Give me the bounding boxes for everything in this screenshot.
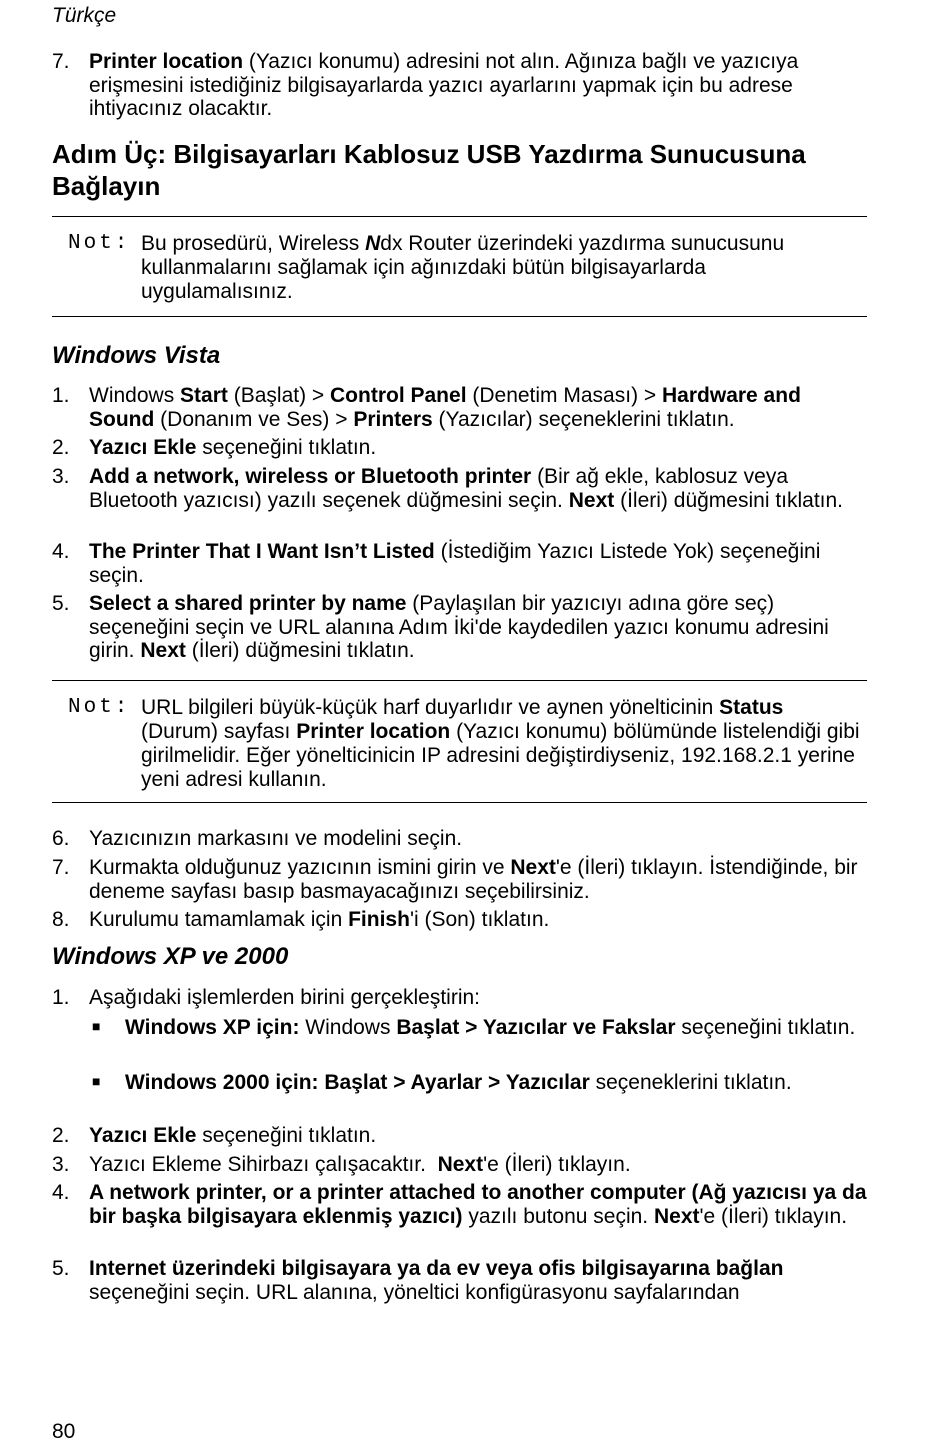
list-item — [52, 1181, 872, 1228]
item-number: 1. — [52, 384, 70, 407]
list-item — [52, 540, 872, 587]
list-item — [52, 1153, 872, 1177]
language-header: Türkçe — [52, 4, 117, 27]
bullet-item — [52, 1016, 872, 1040]
item-text: Yazıcı Ekle seçeneğini tıklatın. — [89, 1124, 377, 1147]
item-text: Add a network, wireless or Bluetooth printer (Bir ağ ekle, kablosuz veya Bluetooth yazıcısı) yazılı seçenek düğmesini seçin. Next (İleri) düğmesini tıklatın. — [89, 465, 844, 512]
divider — [52, 316, 867, 317]
list-item — [52, 856, 872, 903]
item-number: 4. — [52, 540, 70, 563]
list-item — [52, 908, 872, 932]
divider — [52, 802, 867, 803]
subsection-heading-xp: Windows XP ve 2000 — [52, 943, 289, 970]
item-text: Internet üzerindeki bilgisayara ya da ev veya ofis bilgisayarına bağlan seçeneğini seçin. URL alanına, yöneltici konfigürasyonu sayfalarından — [89, 1257, 784, 1304]
page-number: 80 — [52, 1420, 76, 1443]
item-text: Yazıcı Ekleme Sihirbazı çalışacaktır. Next'e (İleri) tıklayın. — [89, 1153, 631, 1176]
bullet-item — [52, 1071, 872, 1095]
item-text: The Printer That I Want Isn’t Listed (İstediğim Yazıcı Listede Yok) seçeneğini seçin. — [89, 540, 821, 587]
item-number: 1. — [52, 986, 70, 1009]
item-number: 5. — [52, 592, 70, 615]
item-number: 5. — [52, 1257, 70, 1280]
list-item — [52, 827, 872, 851]
item-number: 8. — [52, 908, 70, 931]
list-item — [52, 1124, 872, 1148]
item-number: 2. — [52, 1124, 70, 1147]
divider — [52, 680, 867, 681]
item-text: Windows XP için: Windows Başlat > Yazıcılar ve Fakslar seçeneğini tıklatın. — [125, 1016, 856, 1039]
note-text: Bu prosedürü, Wireless Ndx Router üzerindeki yazdırma sunucusunu kullanmalarını sağlamak için ağınızdaki bütün bilgisayarlarda uygulamalısınız. — [141, 232, 785, 303]
item-number: 6. — [52, 827, 70, 850]
item-text: Kurmakta olduğunuz yazıcının ismini girin ve Next'e (İleri) tıklayın. İstendiğinde, bir deneme sayfası basıp basmayacağınızı seçebilirsiniz. — [89, 856, 858, 903]
item-text: Aşağıdaki işlemlerden birini gerçekleştirin: — [89, 986, 481, 1009]
item-number: 3. — [52, 1153, 70, 1176]
item-text: Kurulumu tamamlamak için Finish'i (Son) tıklatın. — [89, 908, 550, 931]
item-number: 7. — [52, 50, 70, 73]
list-item — [52, 465, 872, 512]
square-bullet-icon: ■ — [92, 1073, 101, 1089]
section-heading: Adım Üç: Bilgisayarları Kablosuz USB Yazdırma Sunucusuna Bağlayın — [52, 139, 806, 201]
item-text: Printer location (Yazıcı konumu) adresini not alın. Ağınıza bağlı ve yazıcıya erişmesini istediğiniz bilgisayarlarda yazıcı ayarlarını yapmak için bu adrese ihtiyacınız olacaktır. — [89, 50, 799, 120]
item-number: 2. — [52, 436, 70, 459]
note-label: Not: — [68, 696, 131, 719]
list-item — [52, 436, 872, 460]
item-number: 7. — [52, 856, 70, 879]
list-item — [52, 1257, 872, 1304]
item-text: Windows 2000 için: Başlat > Ayarlar > Yazıcılar seçeneklerini tıklatın. — [125, 1071, 792, 1094]
square-bullet-icon: ■ — [92, 1018, 101, 1034]
list-item — [52, 592, 872, 663]
item-number: 3. — [52, 465, 70, 488]
list-item — [52, 50, 872, 121]
item-text: Select a shared printer by name (Paylaşılan bir yazıcıyı adına göre seç) seçeneğini seçin ve URL alanına Adım İki'de kaydedilen yazıcı konumu adresini girin. Next (İleri) düğmesini tıklatın. — [89, 592, 829, 662]
list-item — [52, 986, 872, 1010]
note-text: URL bilgileri büyük-küçük harf duyarlıdır ve aynen yönelticinin Status (Durum) sayfası Printer location (Yazıcı konumu) bölümünde listelendiği gibi girilmelidir. Eğer yönelticinicin IP adresini değiştirdiyseniz, 192.168.2.1 yerine yeni adresi kullanın. — [141, 696, 860, 791]
item-text: Yazıcınızın markasını ve modelini seçin. — [89, 827, 463, 850]
item-number: 4. — [52, 1181, 70, 1204]
item-text: A network printer, or a printer attached to another computer (Ağ yazıcısı ya da bir başka bilgisayara eklenmiş yazıcı) yazılı butonu seçin. Next'e (İleri) tıklayın. — [89, 1181, 867, 1228]
item-text: Yazıcı Ekle seçeneğini tıklatın. — [89, 436, 377, 459]
divider — [52, 216, 867, 217]
item-text: Windows Start (Başlat) > Control Panel (Denetim Masası) > Hardware and Sound (Donanım ve Ses) > Printers (Yazıcılar) seçeneklerini tıklatın. — [89, 384, 801, 431]
subsection-heading-vista: Windows Vista — [52, 342, 221, 369]
list-item — [52, 384, 872, 431]
note-label: Not: — [68, 232, 131, 255]
